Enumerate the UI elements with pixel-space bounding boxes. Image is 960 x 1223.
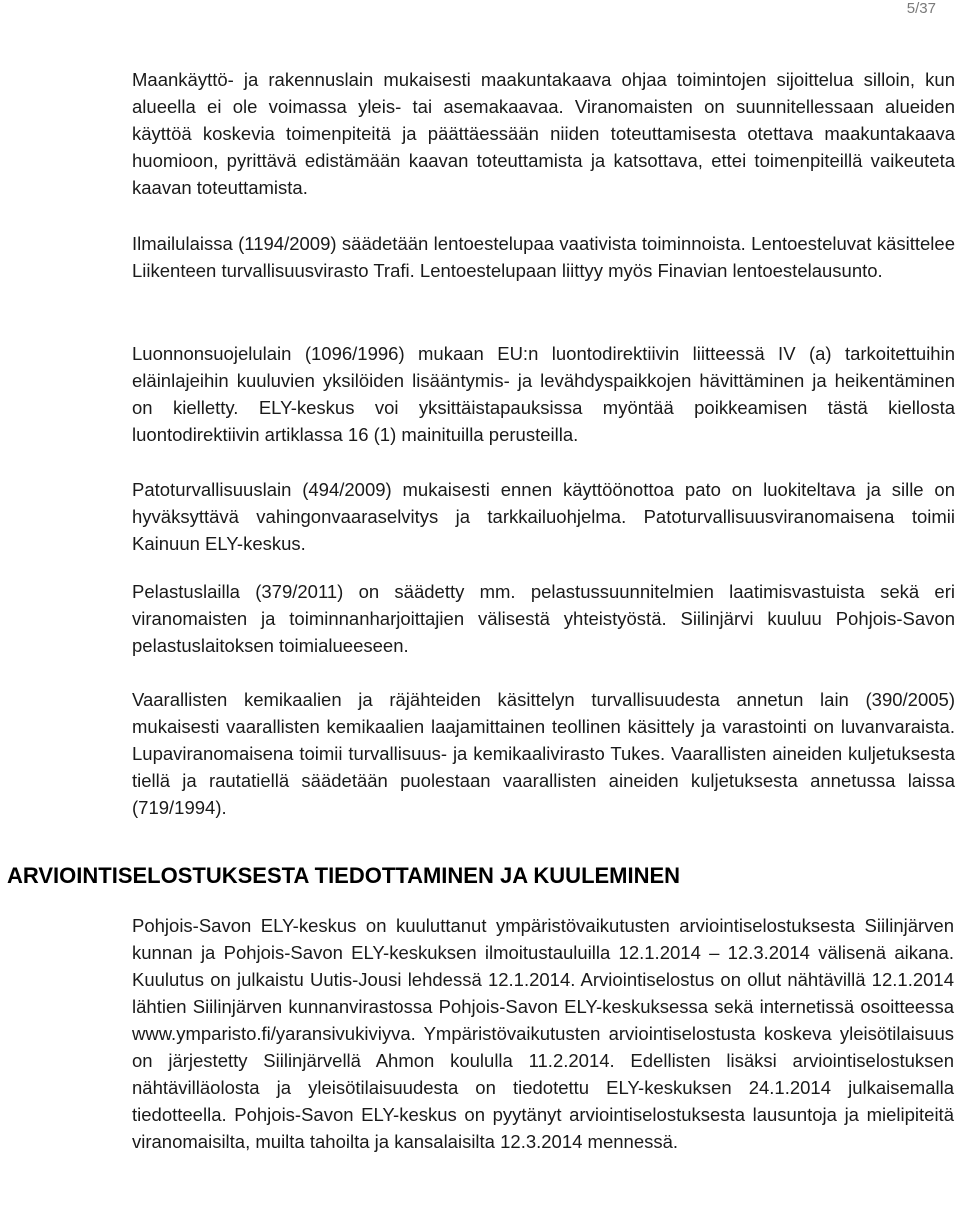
paragraph-ilmailulaki: Ilmailulaissa (1194/2009) säädetään lentoestelupaa vaativista toiminnoista. Lentoesteluvat käsittelee Liikenteen turvallisuusvirasto Trafi. Lentoestelupaan liittyy myös Finavian lentoestelausunto.: [132, 233, 955, 281]
page-number: 5/37: [906, 0, 936, 17]
paragraph-kemikaalilaki: Vaarallisten kemikaalien ja räjähteiden käsittelyn turvallisuudesta annetun lain (390/2005) mukaisesti vaarallisten kemikaalien laajamittainen teollinen käsittely ja varastointi on luvanvaraista. Lupaviranomaisena toimii turvallisuus- ja kemikaalivirasto Tukes. Vaarallisten aineiden kuljetuksesta tiellä ja rautatiellä säädetään puolestaan vaarallisten aineiden kuljetuksesta annetussa laissa (719/1994).: [132, 689, 955, 818]
paragraph-maankayttolaki: Maankäyttö- ja rakennuslain mukaisesti maakuntakaava ohjaa toimintojen sijoittelua silloin, kun alueella ei ole voimassa yleis- tai asemakaavaa. Viranomaisten on suunnitellessaan alueiden käyttöä koskevia toimenpiteitä ja päättäessään niiden toteuttamisesta otettava maakuntakaava huomioon, pyrittävä edistämään kaavan toteuttamista ja katsottava, ettei toimenpiteillä vaikeuteta kaavan toteuttamista.: [132, 69, 955, 198]
paragraph-patoturvallisuuslaki: Patoturvallisuuslain (494/2009) mukaisesti ennen käyttöönottoa pato on luokiteltava ja sille on hyväksyttävä vahingonvaaraselvitys ja tarkkailuohjelma. Patoturvallisuusviranomaisena toimii Kainuun ELY-keskus.: [132, 479, 955, 554]
paragraph-tiedottaminen: Pohjois-Savon ELY-keskus on kuuluttanut ympäristövaikutusten arviointiselostuksesta Siilinjärven kunnan ja Pohjois-Savon ELY-keskuksen ilmoitustauluilla 12.1.2014 – 12.3.2014 välisenä aikana. Kuulutus on julkaistu Uutis-Jousi lehdessä 12.1.2014. Arviointiselostus on ollut nähtävillä 12.1.2014 lähtien Siilinjärven kunnanvirastossa Pohjois-Savon ELY-keskuksessa sekä internetissä osoitteessa www.ymparisto.fi/yaransivukiviyva. Ympäristövaikutusten arviointiselostusta koskeva yleisötilaisuus on järjestetty Siilinjärvellä Ahmon koululla 11.2.2014. Edellisten lisäksi arviointiselostuksen nähtävilläolosta ja yleisötilaisuudesta on tiedotettu ELY-keskuksen 24.1.2014 julkaisemalla tiedotteella. Pohjois-Savon ELY-keskus on pyytänyt arviointiselostuksesta lausuntoja ja mielipiteitä viranomaisilta, muilta tahoilta ja kansalaisilta 12.3.2014 mennessä.: [132, 915, 954, 1152]
paragraph-luonnonsuojelulaki: Luonnonsuojelulain (1096/1996) mukaan EU:n luontodirektiivin liitteessä IV (a) tarkoitettuihin eläinlajeihin kuuluvien yksilöiden lisääntymis- ja levähdyspaikkojen hävittäminen ja heikentäminen on kielletty. ELY-keskus voi yksittäistapauksissa myöntää poikkeamisen tästä kiellosta luontodirektiivin artiklassa 16 (1) mainituilla perusteilla.: [132, 343, 955, 445]
paragraph-pelastuslaki: Pelastuslailla (379/2011) on säädetty mm. pelastussuunnitelmien laatimisvastuista sekä eri viranomaisten ja toiminnanharjoittajien välisestä yhteistyöstä. Siilinjärvi kuuluu Pohjois-Savon pelastuslaitoksen toimialueeseen.: [132, 581, 955, 656]
section-heading: ARVIOINTISELOSTUKSESTA TIEDOTTAMINEN JA KUULEMINEN: [7, 863, 681, 888]
